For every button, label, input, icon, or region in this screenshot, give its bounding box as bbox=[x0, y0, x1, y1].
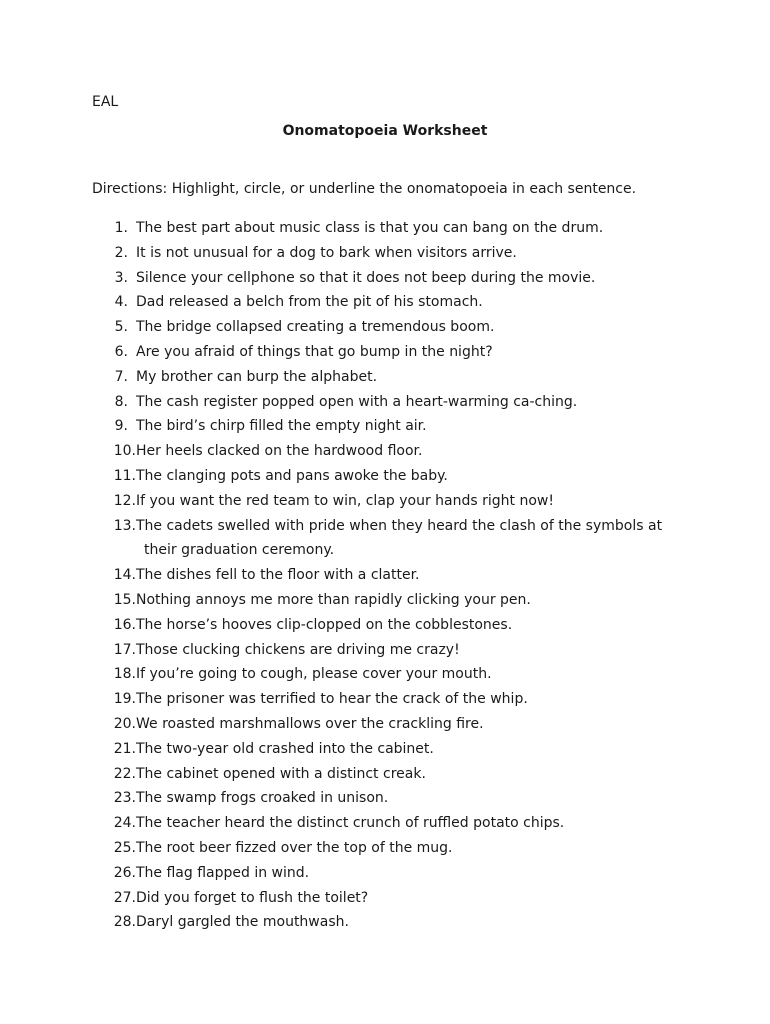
sentence-row bbox=[92, 563, 692, 588]
sentence-row bbox=[92, 439, 692, 464]
directions-text: Directions: Highlight, circle, or underline the onomatopoeia in each sentence. bbox=[92, 181, 637, 197]
sentence-row bbox=[92, 687, 692, 712]
sentence-text: Are you afraid of things that go bump in the night? bbox=[136, 343, 493, 360]
sentence-row bbox=[92, 886, 692, 911]
sentence-text: The flag flapped in wind. bbox=[136, 864, 310, 881]
sentence-item bbox=[92, 489, 692, 514]
sentence-item bbox=[92, 514, 692, 564]
sentence-number: 15. bbox=[113, 591, 136, 608]
sentence-text: The clanging pots and pans awoke the baby. bbox=[136, 467, 448, 484]
sentence-number: 24. bbox=[113, 815, 136, 832]
sentence-row bbox=[92, 241, 692, 266]
sentence-row bbox=[92, 811, 692, 836]
sentence-item bbox=[92, 861, 692, 886]
sentence-text: We roasted marshmallows over the crackling fire. bbox=[136, 715, 484, 732]
sentence-number: 23. bbox=[113, 790, 136, 807]
sentence-number: 12. bbox=[113, 492, 136, 509]
sentence-text: The prisoner was terrified to hear the crack of the whip. bbox=[136, 691, 528, 708]
sentence-row bbox=[92, 365, 692, 390]
sentence-text: The best part about music class is that you can bang on the drum. bbox=[136, 220, 604, 236]
sentence-number: 25. bbox=[113, 839, 136, 856]
sentence-item bbox=[92, 588, 692, 613]
sentence-text: The bridge collapsed creating a tremendous boom. bbox=[136, 319, 495, 336]
worksheet-title: Onomatopoeia Worksheet bbox=[282, 123, 488, 139]
sentence-row bbox=[92, 737, 692, 762]
sentence-number: 6. bbox=[114, 343, 128, 360]
header-label: EAL bbox=[92, 94, 119, 110]
sentence-number: 21. bbox=[113, 740, 136, 757]
sentence-item bbox=[92, 910, 692, 935]
sentence-item bbox=[92, 886, 692, 911]
sentence-number: 13. bbox=[113, 517, 136, 534]
sentence-list bbox=[92, 216, 692, 935]
sentence-item bbox=[92, 414, 692, 439]
sentence-item bbox=[92, 241, 692, 266]
sentence-item bbox=[92, 687, 692, 712]
sentence-row bbox=[92, 613, 692, 638]
sentence-item bbox=[92, 266, 692, 291]
sentence-text: Silence your cellphone so that it does not beep during the movie. bbox=[136, 269, 596, 286]
sentence-item bbox=[92, 365, 692, 390]
sentence-row bbox=[92, 290, 692, 315]
sentence-item bbox=[92, 315, 692, 340]
sentence-item bbox=[92, 638, 692, 663]
sentence-number: 20. bbox=[113, 715, 136, 732]
sentence-text: The bird’s chirp filled the empty night air. bbox=[136, 418, 427, 435]
sentence-number: 16. bbox=[113, 616, 136, 633]
sentence-number: 5. bbox=[114, 319, 128, 336]
sentence-text: Her heels clacked on the hardwood floor. bbox=[136, 443, 423, 460]
sentence-item bbox=[92, 762, 692, 787]
sentence-number: 27. bbox=[113, 889, 136, 906]
sentence-item bbox=[92, 563, 692, 588]
sentence-text: My brother can burp the alphabet. bbox=[136, 368, 378, 385]
sentence-continuation: their graduation ceremony. bbox=[144, 542, 335, 559]
sentence-item bbox=[92, 811, 692, 836]
sentence-number: 3. bbox=[114, 269, 128, 286]
sentence-text: Those clucking chickens are driving me crazy! bbox=[136, 641, 460, 658]
sentence-row bbox=[92, 836, 692, 861]
sentence-item bbox=[92, 737, 692, 762]
sentence-row bbox=[92, 762, 692, 787]
sentence-row bbox=[92, 910, 692, 935]
sentence-row bbox=[92, 414, 692, 439]
sentence-text: The cash register popped open with a heart-warming ca-ching. bbox=[136, 393, 578, 410]
sentence-row bbox=[92, 464, 692, 489]
sentence-row bbox=[92, 514, 692, 539]
sentence-row bbox=[92, 390, 692, 415]
sentence-item bbox=[92, 613, 692, 638]
sentence-row bbox=[92, 340, 692, 365]
sentence-item bbox=[92, 712, 692, 737]
sentence-item bbox=[92, 340, 692, 365]
sentence-row bbox=[92, 712, 692, 737]
sentence-row bbox=[92, 216, 692, 241]
sentence-text: Nothing annoys me more than rapidly clicking your pen. bbox=[136, 591, 531, 608]
sentence-number: 10. bbox=[113, 443, 136, 460]
sentence-number: 19. bbox=[113, 691, 136, 708]
sentence-item bbox=[92, 439, 692, 464]
sentence-text: The dishes fell to the floor with a clatter. bbox=[136, 567, 420, 584]
sentence-number: 17. bbox=[113, 641, 136, 658]
sentence-text: The cadets swelled with pride when they heard the clash of the symbols at bbox=[136, 517, 663, 534]
sentence-text: Dad released a belch from the pit of his stomach. bbox=[136, 294, 483, 311]
sentence-number: 8. bbox=[114, 393, 128, 410]
sentence-number: 26. bbox=[113, 864, 136, 881]
sentence-text: The cabinet opened with a distinct creak. bbox=[136, 765, 426, 782]
sentence-number: 7. bbox=[114, 368, 128, 385]
sentence-row bbox=[92, 861, 692, 886]
sentence-row bbox=[92, 315, 692, 340]
sentence-number: 14. bbox=[113, 567, 136, 584]
sentence-row bbox=[92, 266, 692, 291]
sentence-number: 2. bbox=[114, 244, 128, 261]
sentence-text: The two-year old crashed into the cabinet. bbox=[136, 740, 434, 757]
sentence-item bbox=[92, 390, 692, 415]
sentence-text: Daryl gargled the mouthwash. bbox=[136, 914, 349, 931]
sentence-text: If you want the red team to win, clap your hands right now! bbox=[136, 492, 554, 509]
sentence-item bbox=[92, 216, 692, 241]
sentence-number: 22. bbox=[113, 765, 136, 782]
sentence-row bbox=[92, 489, 692, 514]
sentence-item bbox=[92, 836, 692, 861]
sentence-text: The swamp frogs croaked in unison. bbox=[136, 790, 389, 807]
sentence-number: 1. bbox=[114, 220, 128, 236]
sentence-row bbox=[92, 638, 692, 663]
sentence-item bbox=[92, 290, 692, 315]
sentence-text: Did you forget to flush the toilet? bbox=[136, 889, 369, 906]
sentence-number: 28. bbox=[113, 914, 136, 931]
sentence-item bbox=[92, 662, 692, 687]
sentence-number: 18. bbox=[113, 666, 136, 683]
sentence-row bbox=[92, 786, 692, 811]
sentence-text: The horse’s hooves clip-clopped on the cobblestones. bbox=[136, 616, 513, 633]
sentence-row bbox=[92, 588, 692, 613]
sentence-number: 4. bbox=[114, 294, 128, 311]
sentence-number: 11. bbox=[113, 467, 136, 484]
sentence-item bbox=[92, 786, 692, 811]
sentence-text: If you’re going to cough, please cover your mouth. bbox=[136, 666, 492, 683]
sentence-row bbox=[92, 662, 692, 687]
sentence-text: It is not unusual for a dog to bark when visitors arrive. bbox=[136, 244, 517, 261]
sentence-number: 9. bbox=[114, 418, 128, 435]
sentence-text: The root beer fizzed over the top of the mug. bbox=[136, 839, 453, 856]
sentence-text: The teacher heard the distinct crunch of ruffled potato chips. bbox=[136, 815, 565, 832]
sentence-item bbox=[92, 464, 692, 489]
